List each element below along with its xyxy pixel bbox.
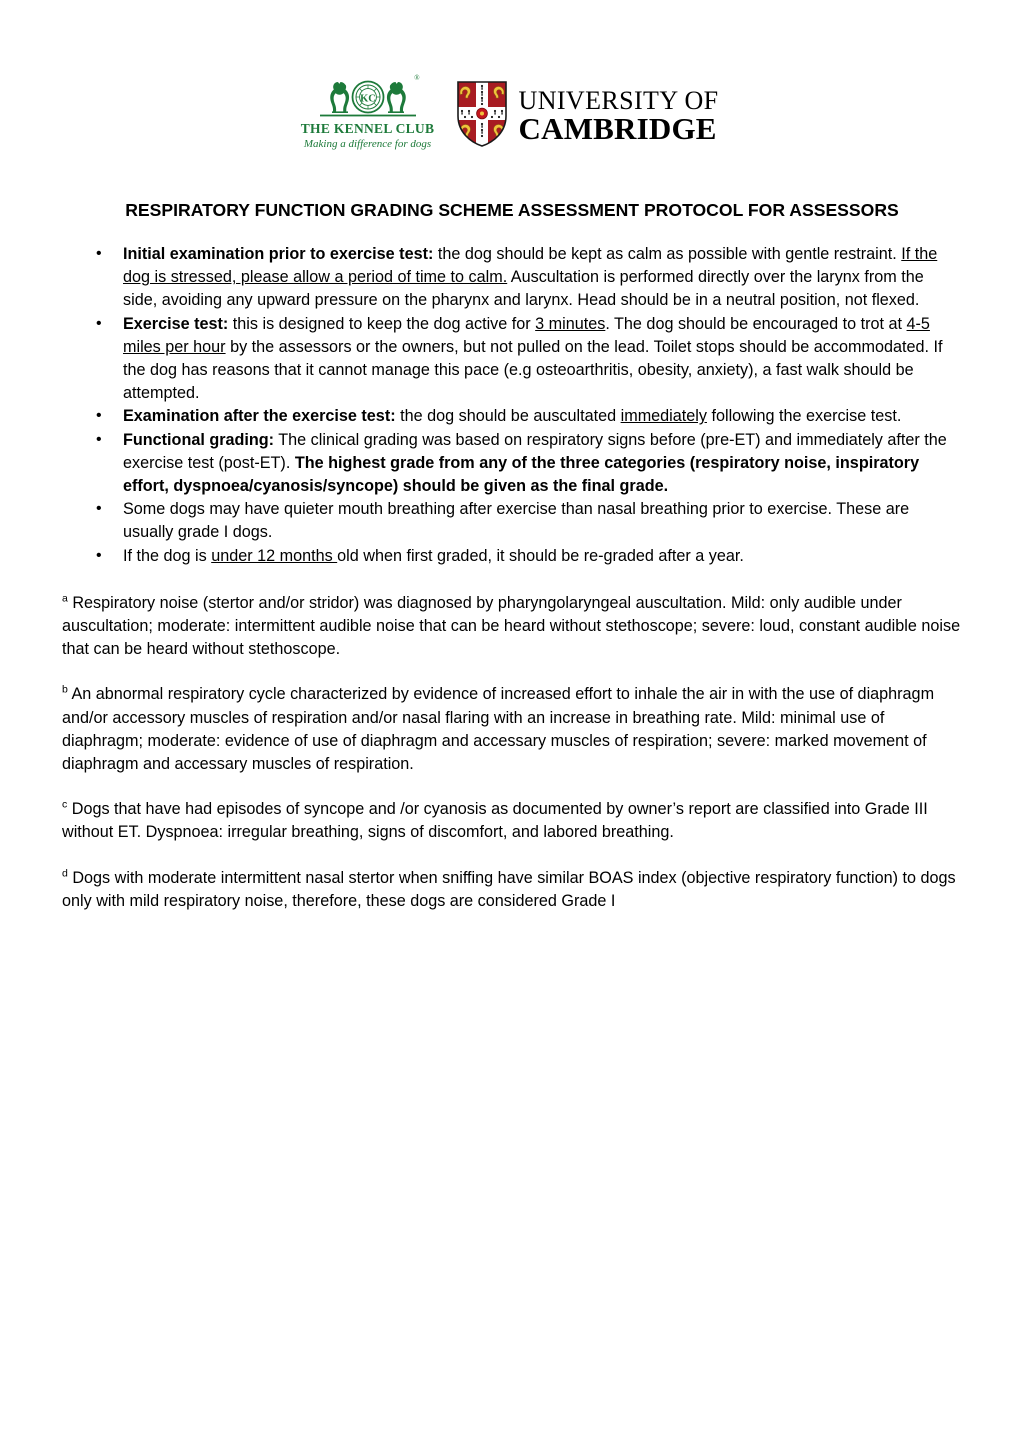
list-item: [62, 498, 962, 544]
bullet-lead-label: Exercise test:: [123, 314, 229, 333]
bullet-text-part-1: If the dog is: [123, 546, 212, 565]
kennel-club-tagline: Making a difference for dogs: [303, 138, 432, 150]
bullet-underlined-text: under 12 months: [211, 546, 338, 565]
cambridge-logo: [456, 72, 719, 160]
footnote-marker-b: b: [62, 684, 68, 697]
cambridge-shield-icon: [456, 80, 508, 153]
footnote-marker-d: d: [62, 867, 68, 880]
bullet-text-part-1: the dog should be auscultated: [395, 407, 621, 426]
list-item: [62, 545, 962, 568]
cambridge-wordmark: [518, 86, 719, 146]
bullet-text-part-2: Auscultation is performed directly over the larynx from the side, avoiding any upward pressure on the pharynx and larynx. Head should be in a neutral position, not flexed.: [123, 268, 924, 310]
registered-trademark-icon: ®: [414, 74, 420, 82]
bullet-text-part-1: the dog should be kept as calm as possible with gentle restraint.: [433, 245, 902, 263]
footnote-text-c: Dogs that have had episodes of syncope and /or cyanosis as documented by owner’s report are classified into Grade III without ET. Dyspnoea: irregular breathing, signs of discomfort, and labored breathing.: [62, 800, 928, 842]
cambridge-line-2: CAMBRIDGE: [518, 110, 717, 146]
bullet-underlined-text: If the dog is stressed, please allow a period of time to calm.: [123, 245, 938, 287]
kennel-club-logo: [302, 72, 434, 160]
bullet-lead-label: Examination after the exercise test:: [123, 407, 396, 426]
bullet-bold-tail-text: The highest grade from any of the three categories (respiratory noise, inspiratory effort, dyspnoea/cyanosis/syncope) should be given as the final grade.: [123, 453, 920, 496]
kennel-club-name: THE KENNEL CLUB: [300, 121, 435, 136]
bullet-text-part-1: Some dogs may have quieter mouth breathing after exercise than nasal breathing prior to exercise. These are usually grade I dogs.: [123, 500, 910, 542]
list-item: [62, 405, 962, 428]
footnote-a: [62, 592, 962, 662]
footnote-d: [62, 867, 962, 913]
list-item: [62, 243, 962, 313]
bullet-text-part-1: this is designed to keep the dog active for: [228, 314, 536, 333]
bullet-text-part-2: following the exercise test.: [706, 407, 902, 426]
page-title: RESPIRATORY FUNCTION GRADING SCHEME ASSESSMENT PROTOCOL FOR ASSESSORS: [125, 200, 899, 220]
bullet-text-part-3: by the assessors or the owners, but not pulled on the lead. Toilet stops should be accommodated. If the dog has reasons that it cannot manage this pace (e.g osteoarthritis, obesity, anxiety), a fast walk should be attempted.: [123, 337, 943, 403]
logo-bar: [0, 72, 1020, 172]
bullet-underlined-text-2: 4-5 miles per hour: [123, 314, 930, 356]
bullet-underlined-text: 3 minutes: [535, 314, 606, 333]
footnote-marker-c: c: [62, 798, 68, 811]
bullet-underlined-text: immediately: [620, 407, 707, 426]
protocol-bullet-list: [62, 243, 962, 568]
footnote-c: [62, 798, 962, 844]
footnote-marker-a: a: [62, 592, 68, 605]
footnote-text-b: An abnormal respiratory cycle characterized by evidence of increased effort to inhale the air in with the use of diaphragm and/or accessory muscles of respiration and/or nasal flaring with an increase in breathing rate. Mild: minimal use of diaphragm; moderate: evidence of use of diaphragm and accessary muscles of respiration; severe: marked movement of diaphragm and accessary muscles of respiration.: [62, 685, 935, 774]
cambridge-line-1: UNIVERSITY OF: [518, 86, 719, 116]
bullet-text-part-1: The clinical grading was based on respiratory signs before (pre-ET) and immediately after the exercise test (post-ET).: [123, 430, 947, 472]
kennel-club-emblem-icon: [302, 72, 434, 120]
bullet-text-part-2: . The dog should be encouraged to trot at: [605, 314, 907, 333]
bullet-lead-label: Functional grading:: [123, 430, 275, 449]
bullet-text-part-2: old when first graded, it should be re-graded after a year.: [337, 546, 744, 565]
list-item: [62, 313, 962, 406]
footnote-b: [62, 683, 962, 776]
svg-text:KC: KC: [359, 93, 376, 105]
list-item: [62, 429, 962, 499]
footnote-text-d: Dogs with moderate intermittent nasal stertor when sniffing have similar BOAS index (objective respiratory function) to dogs only with mild respiratory noise, therefore, these dogs are considered Grade I: [62, 868, 956, 910]
document-body: [0, 198, 1020, 913]
footnote-text-a: Respiratory noise (stertor and/or stridor) was diagnosed by pharyngolaryngeal auscultation. Mild: only audible under auscultation; moderate: intermittent audible noise that can be heard without stethoscope; severe: loud, constant audible noise that can be heard without stethoscope.: [62, 593, 961, 659]
bullet-lead-label: Initial examination prior to exercise test:: [123, 245, 434, 263]
